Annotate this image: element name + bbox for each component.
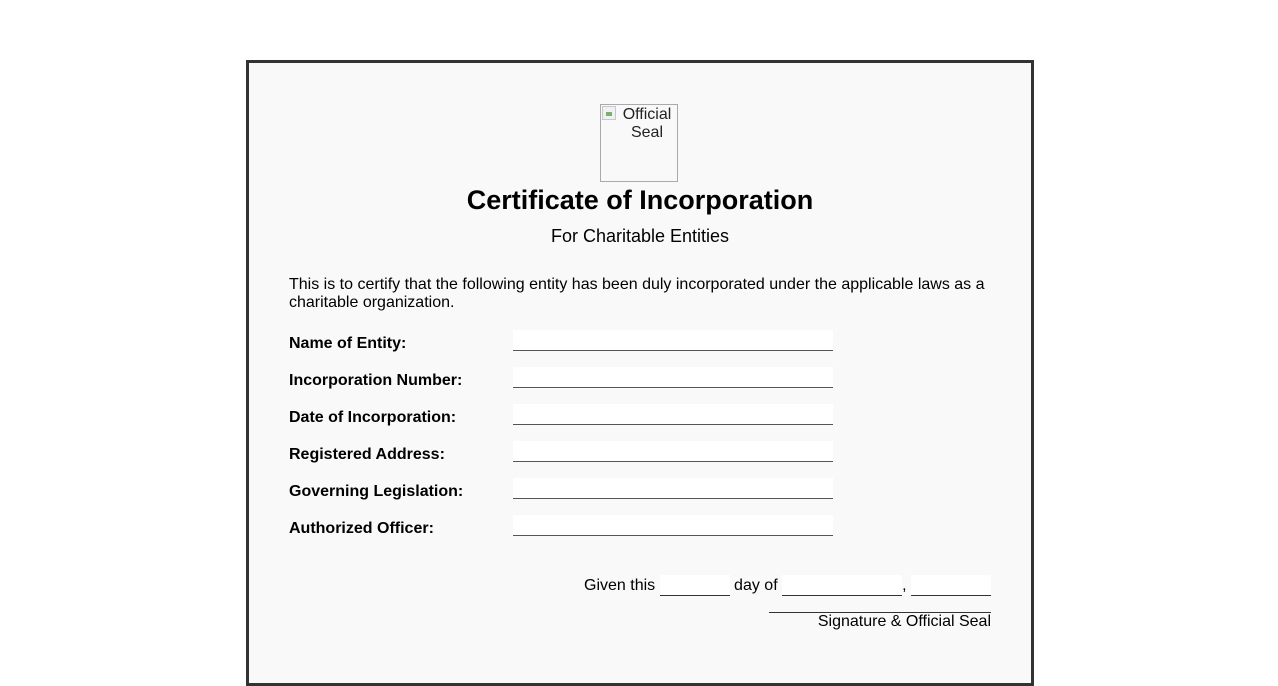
registered-address-input[interactable] <box>513 441 833 462</box>
field-label: Incorporation Number: <box>289 372 463 389</box>
certificate-subtitle: For Charitable Entities <box>550 226 730 246</box>
certificate-container <box>246 60 1034 686</box>
authorized-officer-input[interactable] <box>513 515 833 536</box>
field-row-governing-legislation <box>289 478 849 502</box>
given-separator: , <box>902 577 907 594</box>
intro-paragraph: This is to certify that the following entity has been duly incorporated under the applicable laws as a charitable organization. <box>289 276 985 311</box>
official-seal-image <box>600 104 678 182</box>
governing-legislation-input[interactable] <box>513 478 833 499</box>
field-label: Registered Address: <box>289 446 445 463</box>
field-row-authorized-officer <box>289 515 849 539</box>
field-label: Governing Legislation: <box>289 483 464 500</box>
given-prefix: Given this <box>584 577 656 594</box>
given-middle: day of <box>734 577 778 594</box>
field-label: Date of Incorporation: <box>289 409 457 426</box>
field-label: Name of Entity: <box>289 335 407 352</box>
given-year-blank[interactable] <box>911 575 991 596</box>
certificate-title: Certificate of Incorporation <box>466 185 814 215</box>
field-label: Authorized Officer: <box>289 520 434 537</box>
given-date-line <box>584 575 991 596</box>
field-row-incorporation-date <box>289 404 849 428</box>
seal-alt-text: Official Seal <box>622 106 672 141</box>
field-row-registered-address <box>289 441 849 465</box>
broken-image-icon <box>602 106 616 120</box>
given-day-blank[interactable] <box>660 575 730 596</box>
field-row-entity-name <box>289 330 849 354</box>
signature-line <box>769 612 991 631</box>
incorporation-date-input[interactable] <box>513 404 833 425</box>
incorporation-number-input[interactable] <box>513 367 833 388</box>
given-month-blank[interactable] <box>782 575 902 596</box>
signature-caption: Signature & Official Seal <box>817 613 991 630</box>
field-row-incorporation-number <box>289 367 849 391</box>
entity-name-input[interactable] <box>513 330 833 351</box>
